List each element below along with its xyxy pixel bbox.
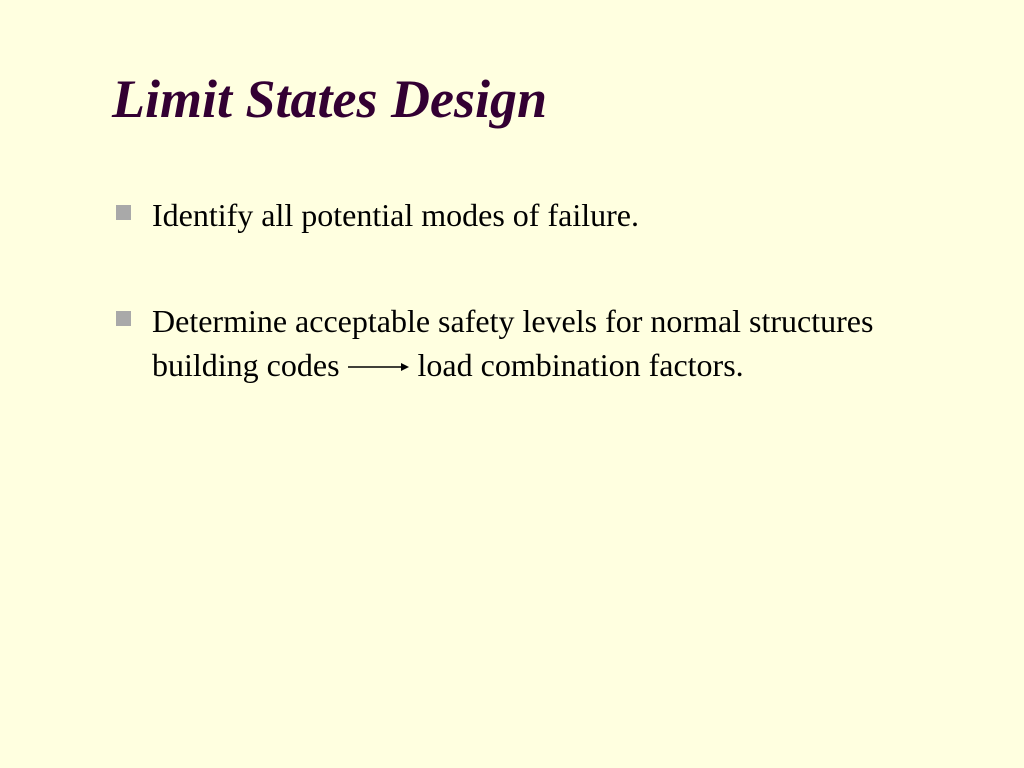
bullet-list <box>114 193 874 387</box>
bullet-text-before-arrow: Determine acceptable safety levels for normal structures building codes <box>152 303 874 383</box>
square-bullet-icon <box>116 205 131 220</box>
slide-title: Limit States Design <box>112 69 548 129</box>
bullet-item-safety-levels <box>114 299 874 387</box>
square-bullet-icon <box>116 311 131 326</box>
right-arrow-icon <box>346 359 412 379</box>
bullet-text-after-arrow: load combination factors. <box>417 347 744 383</box>
bullet-item-failure-modes <box>114 193 874 237</box>
bullet-text: Identify all potential modes of failure. <box>152 197 639 233</box>
